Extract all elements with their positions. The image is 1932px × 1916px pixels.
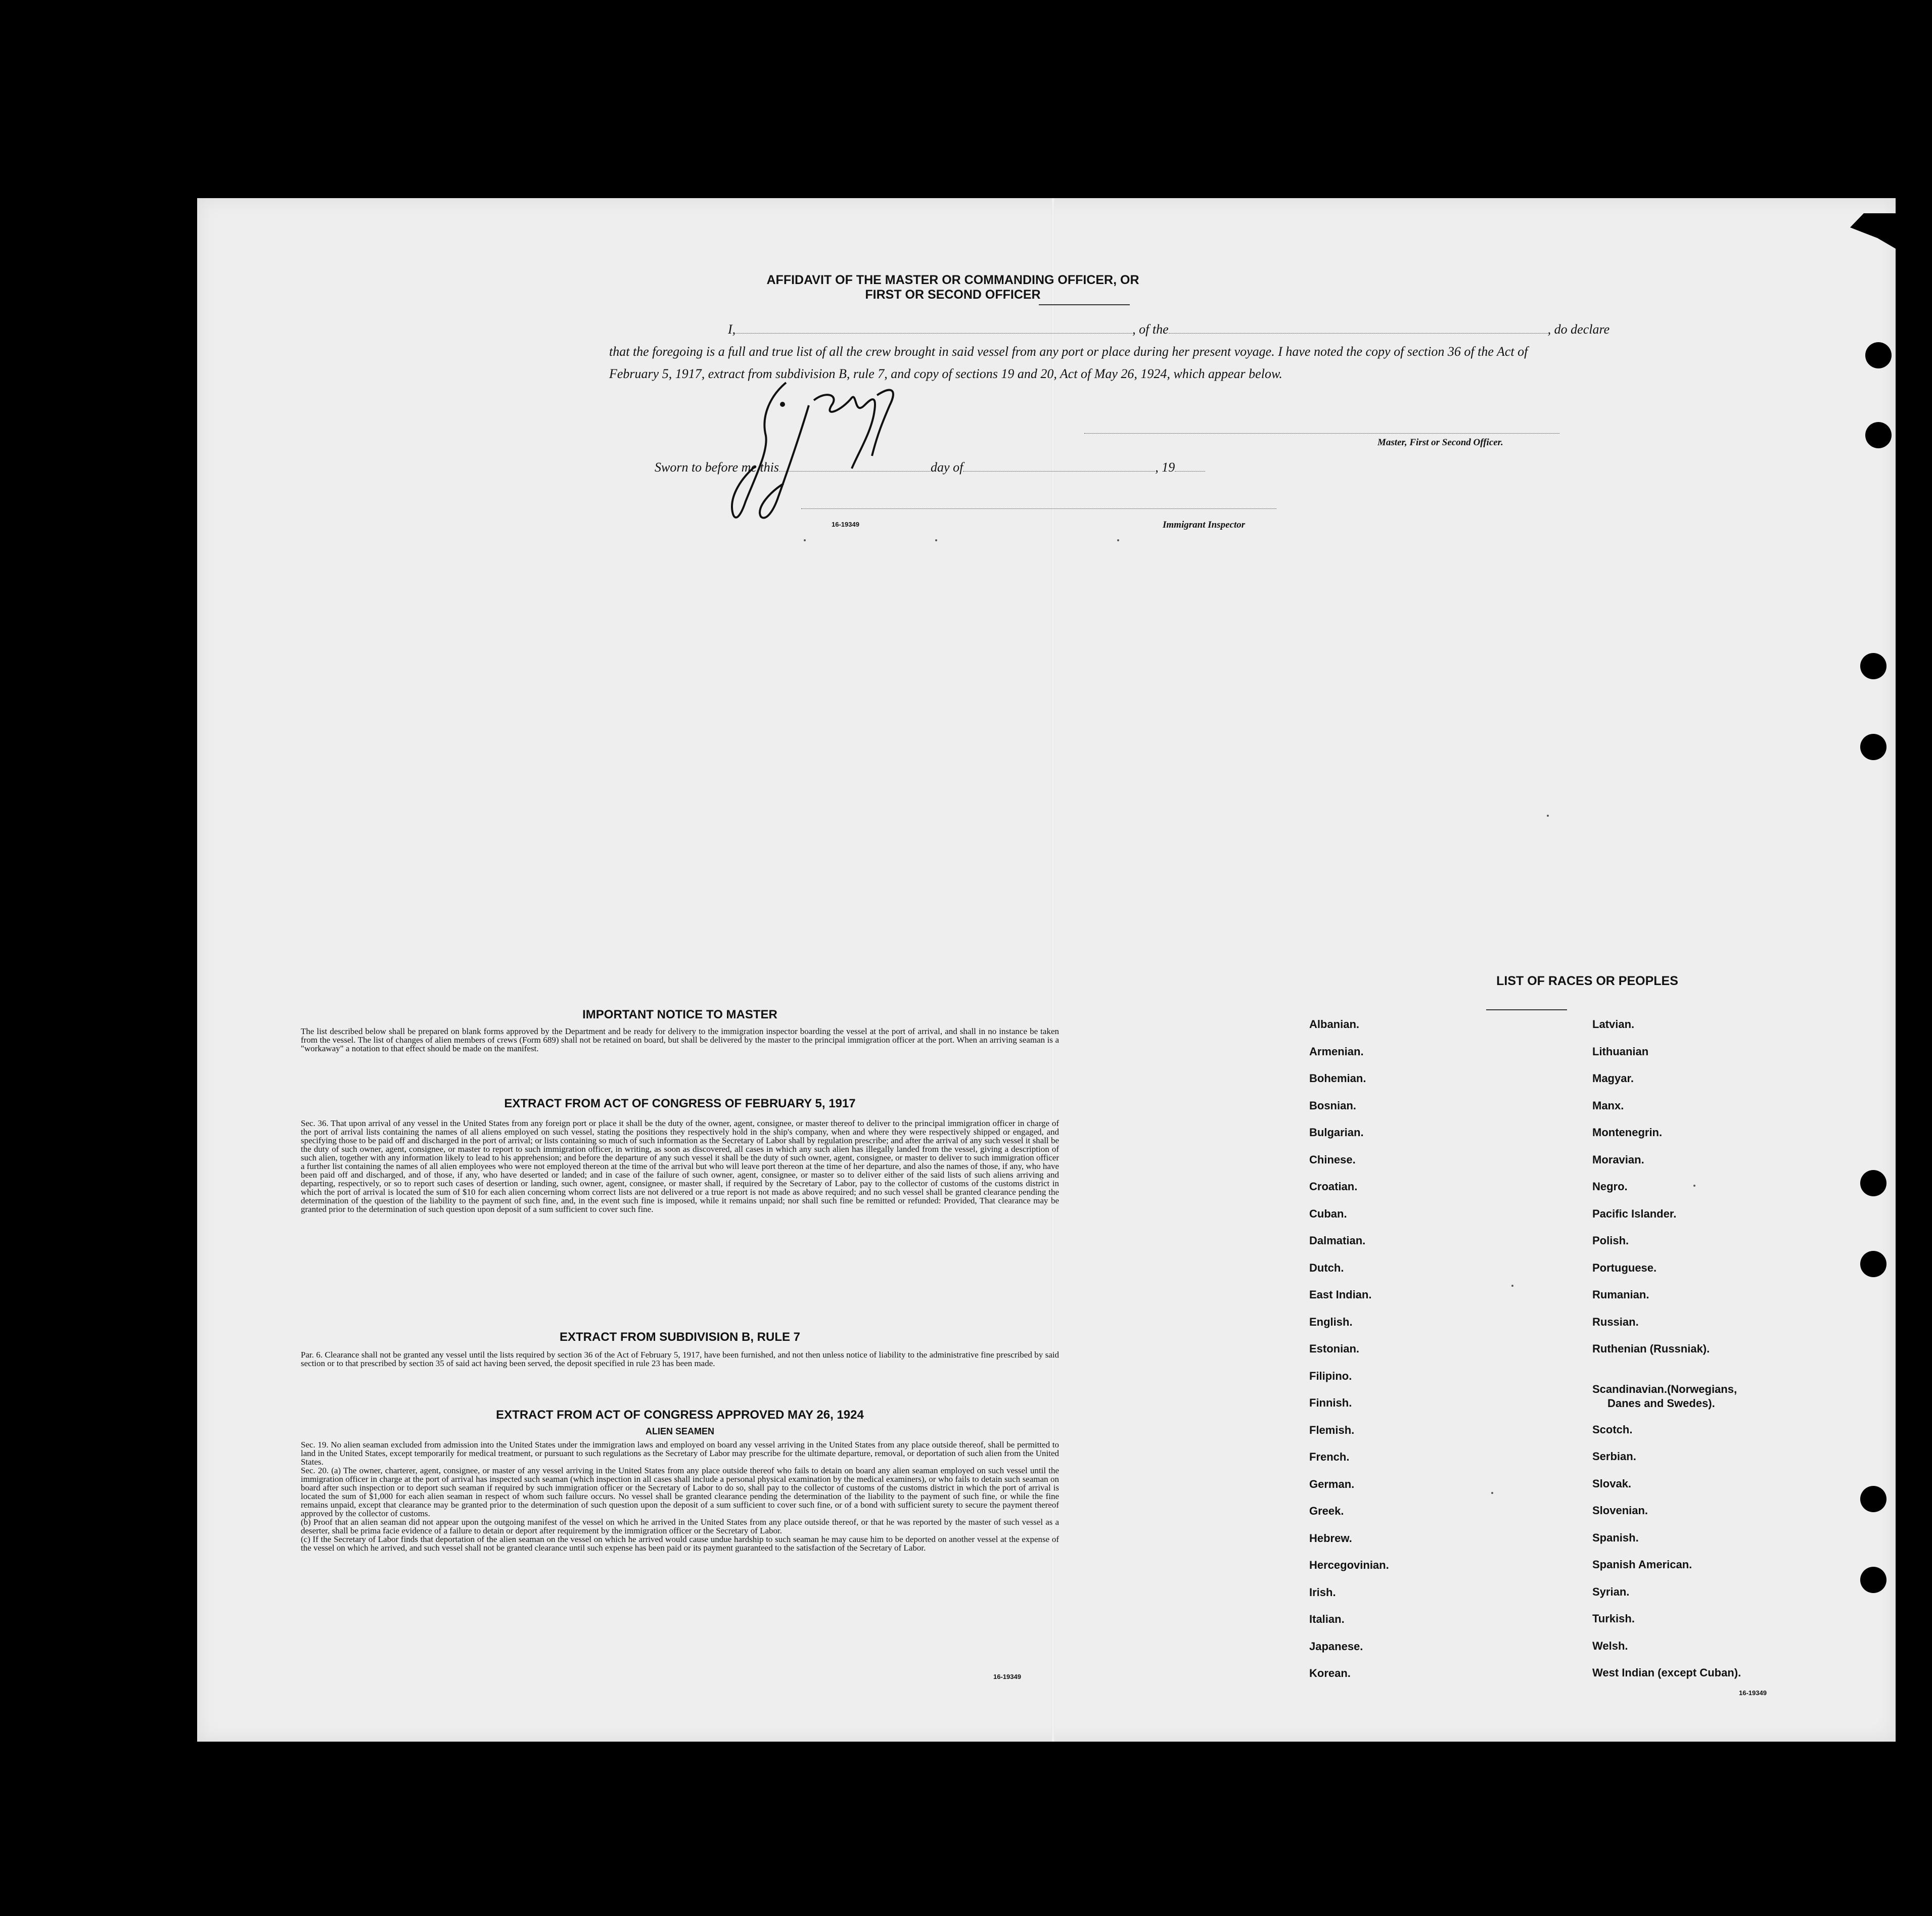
race-item: Polish. xyxy=(1592,1234,1629,1247)
punch-hole xyxy=(1860,1567,1887,1593)
race-item: Hebrew. xyxy=(1309,1531,1352,1545)
day-of-label: day of xyxy=(931,460,963,475)
extract-1917-title: EXTRACT FROM ACT OF CONGRESS OF FEBRUARY 5, 1917 xyxy=(504,1097,856,1110)
race-item: Flemish. xyxy=(1309,1423,1355,1436)
punch-hole xyxy=(1860,1170,1887,1196)
punch-hole xyxy=(1860,1486,1887,1512)
race-item: Negro. xyxy=(1592,1180,1628,1193)
race-item: Ruthenian (Russniak). xyxy=(1592,1342,1710,1355)
extract-1924-text xyxy=(301,1440,1059,1552)
speck xyxy=(1511,1285,1513,1287)
race-item: Dutch. xyxy=(1309,1261,1344,1274)
sworn-label: Sworn to before me this xyxy=(655,460,779,475)
race-item: Magyar. xyxy=(1592,1072,1634,1085)
race-item: Finnish. xyxy=(1309,1396,1352,1409)
punch-hole xyxy=(1865,342,1892,368)
sec20b-text: (b) Proof that an alien seaman did not appear upon the outgoing manifest of the vessel on which he arrived in the United States from any place outside thereof, or that he was reported by the master of such vessel as a deserter, shall be prima facie evidence of a failure to detain or deport after requirement by the immigration officer or the Secretary of Labor. xyxy=(301,1517,1059,1535)
race-item: Greek. xyxy=(1309,1505,1344,1517)
officer-caption: Master, First or Second Officer. xyxy=(1377,437,1503,448)
of-the-label: , of the xyxy=(1132,322,1169,337)
race-item: Italian. xyxy=(1309,1613,1345,1625)
race-item: West Indian (except Cuban). xyxy=(1592,1666,1741,1679)
speck xyxy=(1547,815,1549,817)
affidavit-body: that the foregoing is a full and true list of all the crew brought in said vessel from any port or place during her present voyage. I have noted the copy of section 36 of the Act of February 5, 1917, extract from subdivision B, rule 7, and copy of sections 19 and 20, Act of May 26, 1924, which appear below. xyxy=(609,344,1528,381)
race-item: Latvian. xyxy=(1592,1018,1635,1031)
race-item: Syrian. xyxy=(1592,1585,1630,1598)
punch-hole xyxy=(1860,734,1887,760)
sec20c-text: (c) If the Secretary of Labor finds that deportation of the alien seaman on the vessel on which he arrived would cause undue hardship to such seaman he may cause him to be deported on another vessel at the expense of the vessel on which he arrived, and such vessel shall not be granted clearance until such expense has been paid or its payment guaranteed to the satisfaction of the Secretary of Labor. xyxy=(301,1534,1059,1553)
document-page xyxy=(197,198,1896,1742)
race-item: Slovak. xyxy=(1592,1477,1632,1490)
race-item: Dalmatian. xyxy=(1309,1234,1366,1247)
race-item: Serbian. xyxy=(1592,1450,1636,1463)
race-item: Spanish. xyxy=(1592,1531,1639,1544)
name-field[interactable] xyxy=(735,323,1132,334)
speck xyxy=(1693,1185,1695,1187)
race-item: Pacific Islander. xyxy=(1592,1207,1677,1220)
speck xyxy=(1117,539,1119,541)
race-item: Bosnian. xyxy=(1309,1099,1356,1112)
race-item: Bulgarian. xyxy=(1309,1126,1364,1139)
race-item: Lithuanian xyxy=(1592,1045,1649,1058)
race-item: English. xyxy=(1309,1315,1353,1328)
race-item: Rumanian. xyxy=(1592,1288,1649,1301)
race-item: Japanese. xyxy=(1309,1640,1363,1653)
races-title-rule xyxy=(1486,1009,1567,1010)
notice-text: The list described below shall be prepared on blank forms approved by the Department and be ready for delivery to the immigration inspector boarding the vessel at the port of arrival, and shall in no instance be taken from the vessel. The list of changes of alien members of crews (Form 689) shall not be retained on board, but shall be delivered by the master to the principal immigration officer at the port. When an arriving seaman is a "workaway" a notation to that effect should be made on the manifest. xyxy=(301,1026,1059,1053)
officer-signature-line[interactable] xyxy=(1084,433,1559,434)
punch-hole xyxy=(1860,653,1887,679)
race-item: French. xyxy=(1309,1451,1350,1463)
races-form-number: 16-19349 xyxy=(1739,1689,1767,1697)
race-item: Spanish American. xyxy=(1592,1558,1692,1571)
speck xyxy=(1491,1492,1493,1494)
race-item: Estonian. xyxy=(1309,1342,1360,1355)
race-item: Bohemian. xyxy=(1309,1072,1366,1085)
do-declare-label: , do declare xyxy=(1547,322,1610,337)
race-item: Chinese. xyxy=(1309,1153,1356,1166)
race-item: Welsh. xyxy=(1592,1639,1628,1652)
race-item: Filipino. xyxy=(1309,1369,1352,1382)
race-item: Armenian. xyxy=(1309,1045,1364,1058)
speck xyxy=(804,539,806,541)
alien-seamen-subtitle: ALIEN SEAMEN xyxy=(645,1426,714,1436)
race-item: Scandinavian.(Norwegians, xyxy=(1592,1382,1737,1395)
punch-hole xyxy=(1860,1251,1887,1277)
race-item: Cuban. xyxy=(1309,1207,1347,1220)
i-label: I, xyxy=(728,322,736,337)
races-title: LIST OF RACES OR PEOPLES xyxy=(1496,974,1678,988)
rule7-text: Par. 6. Clearance shall not be granted any vessel until the lists required by section 36 of the Act of February 5, 1917, have been furnished, and not then unless notice of liability to the administrative fine prescribed by said section or to that prescribed by section 35 of said act having been served, the deposit specified in rule 23 has been made. xyxy=(301,1350,1059,1368)
race-item: East Indian. xyxy=(1309,1288,1372,1301)
sec19-text: Sec. 19. No alien seaman excluded from admission into the United States under the immigration laws and employed on board any vessel arriving in the United States from any place outside thereof, shall be permitted to land in the United States, except temporarily for medical treatment, or pursuant to such regulations as the Secretary of Labor may prescribe for the ultimate departure, removal, or deportation of such alien from the United States. xyxy=(301,1440,1059,1467)
race-item: Hercegovinian. xyxy=(1309,1559,1389,1571)
sec20a-text: Sec. 20. (a) The owner, charterer, agent, consignee, or master of any vessel arriving in the United States from any place outside thereof who fails to detain on board any alien seaman employed on such vessel until the immigration officer in charge at the port of arrival has inspected such seaman (which inspection in all cases shall include a personal physical examination by the medical examiners), or who fails to detain such seaman on board after such inspection or to deport such seaman if required by such immigration officer or the Secretary of Labor to do so, shall pay to the collector of customs of the customs district in which the port of arrival is located the sum of $1,000 for each alien seaman in respect of whom such failure occurs. No vessel shall be granted clearance pending the determination of the liability to the payment of such fine, or while the fine remains unpaid, except that clearance may be granted prior to the determination of such question upon the deposit of a sum sufficient to cover such fine, or of a bond with sufficient surety to secure the payment thereof approved by the collector of customs. xyxy=(301,1466,1059,1518)
race-item: German. xyxy=(1309,1477,1355,1490)
extract-1924-title: EXTRACT FROM ACT OF CONGRESS APPROVED MAY 26, 1924 xyxy=(496,1408,864,1422)
race-item: Danes and Swedes). xyxy=(1607,1396,1715,1410)
speck xyxy=(935,539,937,541)
handwritten-signature xyxy=(725,375,907,527)
affidavit-title: AFFIDAVIT OF THE MASTER OR COMMANDING OFFICER, OR FIRST OR SECOND OFFICER xyxy=(766,273,1139,302)
torn-corner xyxy=(1850,213,1896,249)
affidavit-first-line xyxy=(609,318,1610,341)
race-item: Croatian. xyxy=(1309,1180,1358,1193)
sworn-year-field[interactable] xyxy=(1175,461,1205,472)
race-item: Albanian. xyxy=(1309,1018,1360,1031)
vessel-field[interactable] xyxy=(1169,323,1548,334)
race-item: Slovenian. xyxy=(1592,1504,1648,1517)
punch-hole xyxy=(1865,422,1892,448)
race-item: Montenegrin. xyxy=(1592,1126,1663,1139)
rule7-title: EXTRACT FROM SUBDIVISION B, RULE 7 xyxy=(559,1330,801,1344)
race-item: Portuguese. xyxy=(1592,1261,1657,1274)
race-item: Korean. xyxy=(1309,1667,1351,1679)
race-item: Manx. xyxy=(1592,1099,1624,1112)
inspector-caption: Immigrant Inspector xyxy=(1163,520,1246,530)
race-item: Moravian. xyxy=(1592,1153,1644,1166)
notice-title: IMPORTANT NOTICE TO MASTER xyxy=(582,1008,777,1021)
race-item: Russian. xyxy=(1592,1315,1639,1328)
race-item: Turkish. xyxy=(1592,1612,1635,1625)
race-item: Scotch. xyxy=(1592,1423,1633,1436)
extract-form-number: 16-19349 xyxy=(993,1673,1021,1680)
year-label: , 19 xyxy=(1155,460,1175,475)
sworn-month-field[interactable] xyxy=(963,461,1155,472)
title-rule xyxy=(1039,304,1130,305)
race-item: Irish. xyxy=(1309,1585,1336,1599)
extract-1917-text: Sec. 36. That upon arrival of any vessel in the United States from any foreign port or place it shall be the duty of the owner, agent, consignee, or master thereof to deliver to the principal immigration officer in charge of the port of arrival lists containing the names of all aliens employed on such vessel, stating the positions they respectively hold in the ship's company, when and where they were respectively shipped or engaged, and specifying those to be paid off and discharged in the port of arrival; or lists containing so much of such information as the Secretary of Labor shall by regulation prescribe; and after the arrival of any such vessel it shall be the duty of such owner, agent, consignee, or master to report to such immigration officer, in writing, as soon as discovered, all cases in which any such alien has illegally landed from the vessel, giving a description of such alien, together with any information likely to lead to his apprehension; and before the departure of any such vessel it shall be the duty of such owner, agent, consignee, or master to deliver to such immigration officer a further list containing the names of all alien employees who were not employed thereon at the time of the arrival but who will leave port thereon at the time of her departure, and also the names of those, if any, who have been paid off and discharged, and of those, if any, who have deserted or landed; and in case of the failure of such owner, agent, consignee, or master so to deliver either of the said lists of such aliens arriving and departing, respectively, or so to report such cases of desertion or landing, such owner, agent, consignee, or master shall, if required by the Secretary of Labor, pay to the collector of customs of the customs district in which the port of arrival is located the sum of $10 for each alien concerning whom correct lists are not delivered or a true report is not made as above required; and no such vessel shall be granted clearance pending the determination of the question of the liability to the payment of such fine, and, in the event such fine is imposed, while it remains unpaid; nor shall such fine be remitted or refunded: Provided, That clearance may be granted prior to the determination of such question upon deposit of a sum sufficient to cover such fine. xyxy=(301,1118,1059,1214)
form-number: 16-19349 xyxy=(832,521,859,528)
